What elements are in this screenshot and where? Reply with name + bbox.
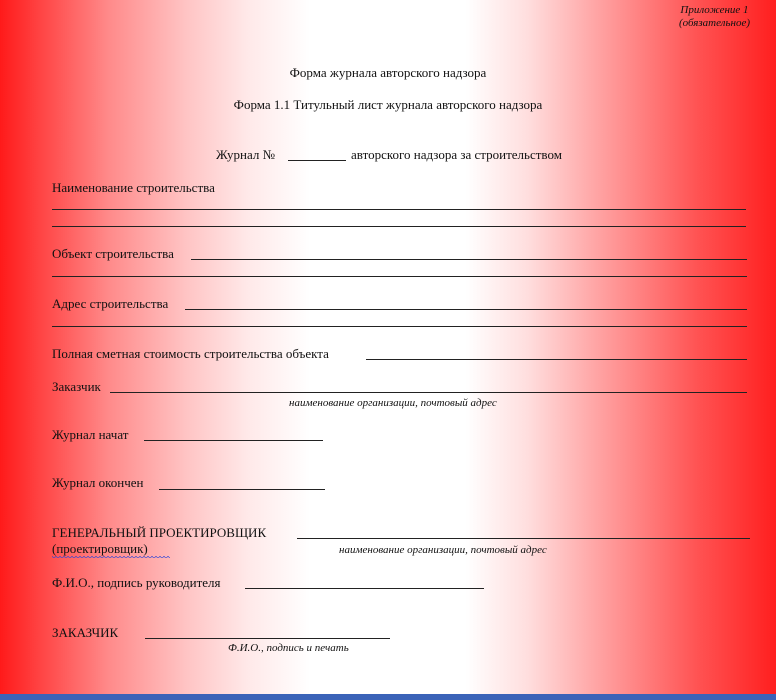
journal-number-prefix: Журнал № bbox=[216, 147, 275, 162]
label-full-cost: Полная сметная стоимость строительства объекта bbox=[52, 346, 329, 361]
spellcheck-underline bbox=[52, 556, 170, 559]
journal-number-field[interactable] bbox=[288, 160, 346, 161]
label-journal-started: Журнал начат bbox=[52, 427, 129, 442]
label-customer: Заказчик bbox=[52, 379, 101, 394]
journal-number-suffix: авторского надзора за строительством bbox=[351, 147, 562, 162]
field-full-cost[interactable] bbox=[366, 359, 747, 360]
appendix-note bbox=[679, 4, 750, 30]
field-construction-name-line-2[interactable] bbox=[52, 226, 746, 227]
label-construction-address: Адрес строительства bbox=[52, 296, 169, 311]
label-construction-name: Наименование строительства bbox=[52, 180, 215, 195]
field-general-designer[interactable] bbox=[297, 538, 750, 539]
form-subtitle: Форма 1.1 Титульный лист журнала авторского надзора bbox=[233, 97, 543, 112]
hint-general-designer: наименование организации, почтовый адрес bbox=[339, 544, 547, 556]
field-customer-signature[interactable] bbox=[145, 638, 390, 639]
field-journal-started[interactable] bbox=[144, 440, 323, 441]
field-customer[interactable] bbox=[110, 392, 747, 393]
label-customer-caps: ЗАКАЗЧИК bbox=[52, 625, 119, 640]
form-title: Форма журнала авторского надзора bbox=[289, 65, 487, 80]
label-designer-paren: (проектировщик) bbox=[52, 541, 148, 556]
appendix-line-2: (обязательное) bbox=[678, 17, 750, 29]
field-construction-name-line-1[interactable] bbox=[52, 209, 746, 210]
hint-customer: наименование организации, почтовый адрес bbox=[289, 397, 497, 409]
label-head-signature: Ф.И.О., подпись руководителя bbox=[52, 575, 221, 590]
field-head-signature[interactable] bbox=[245, 588, 484, 589]
appendix-line-1: Приложение 1 bbox=[680, 4, 749, 16]
label-construction-object: Объект строительства bbox=[52, 246, 174, 261]
field-construction-address-line-2[interactable] bbox=[52, 326, 747, 327]
bottom-bar bbox=[0, 694, 776, 700]
label-journal-finished: Журнал окончен bbox=[52, 475, 144, 490]
field-construction-address-line-1[interactable] bbox=[185, 309, 747, 310]
hint-customer-signature: Ф.И.О., подпись и печать bbox=[228, 642, 349, 654]
field-construction-object-line-2[interactable] bbox=[52, 276, 747, 277]
field-journal-finished[interactable] bbox=[159, 489, 325, 490]
label-general-designer: ГЕНЕРАЛЬНЫЙ ПРОЕКТИРОВЩИК bbox=[52, 525, 267, 540]
field-construction-object-line-1[interactable] bbox=[191, 259, 747, 260]
